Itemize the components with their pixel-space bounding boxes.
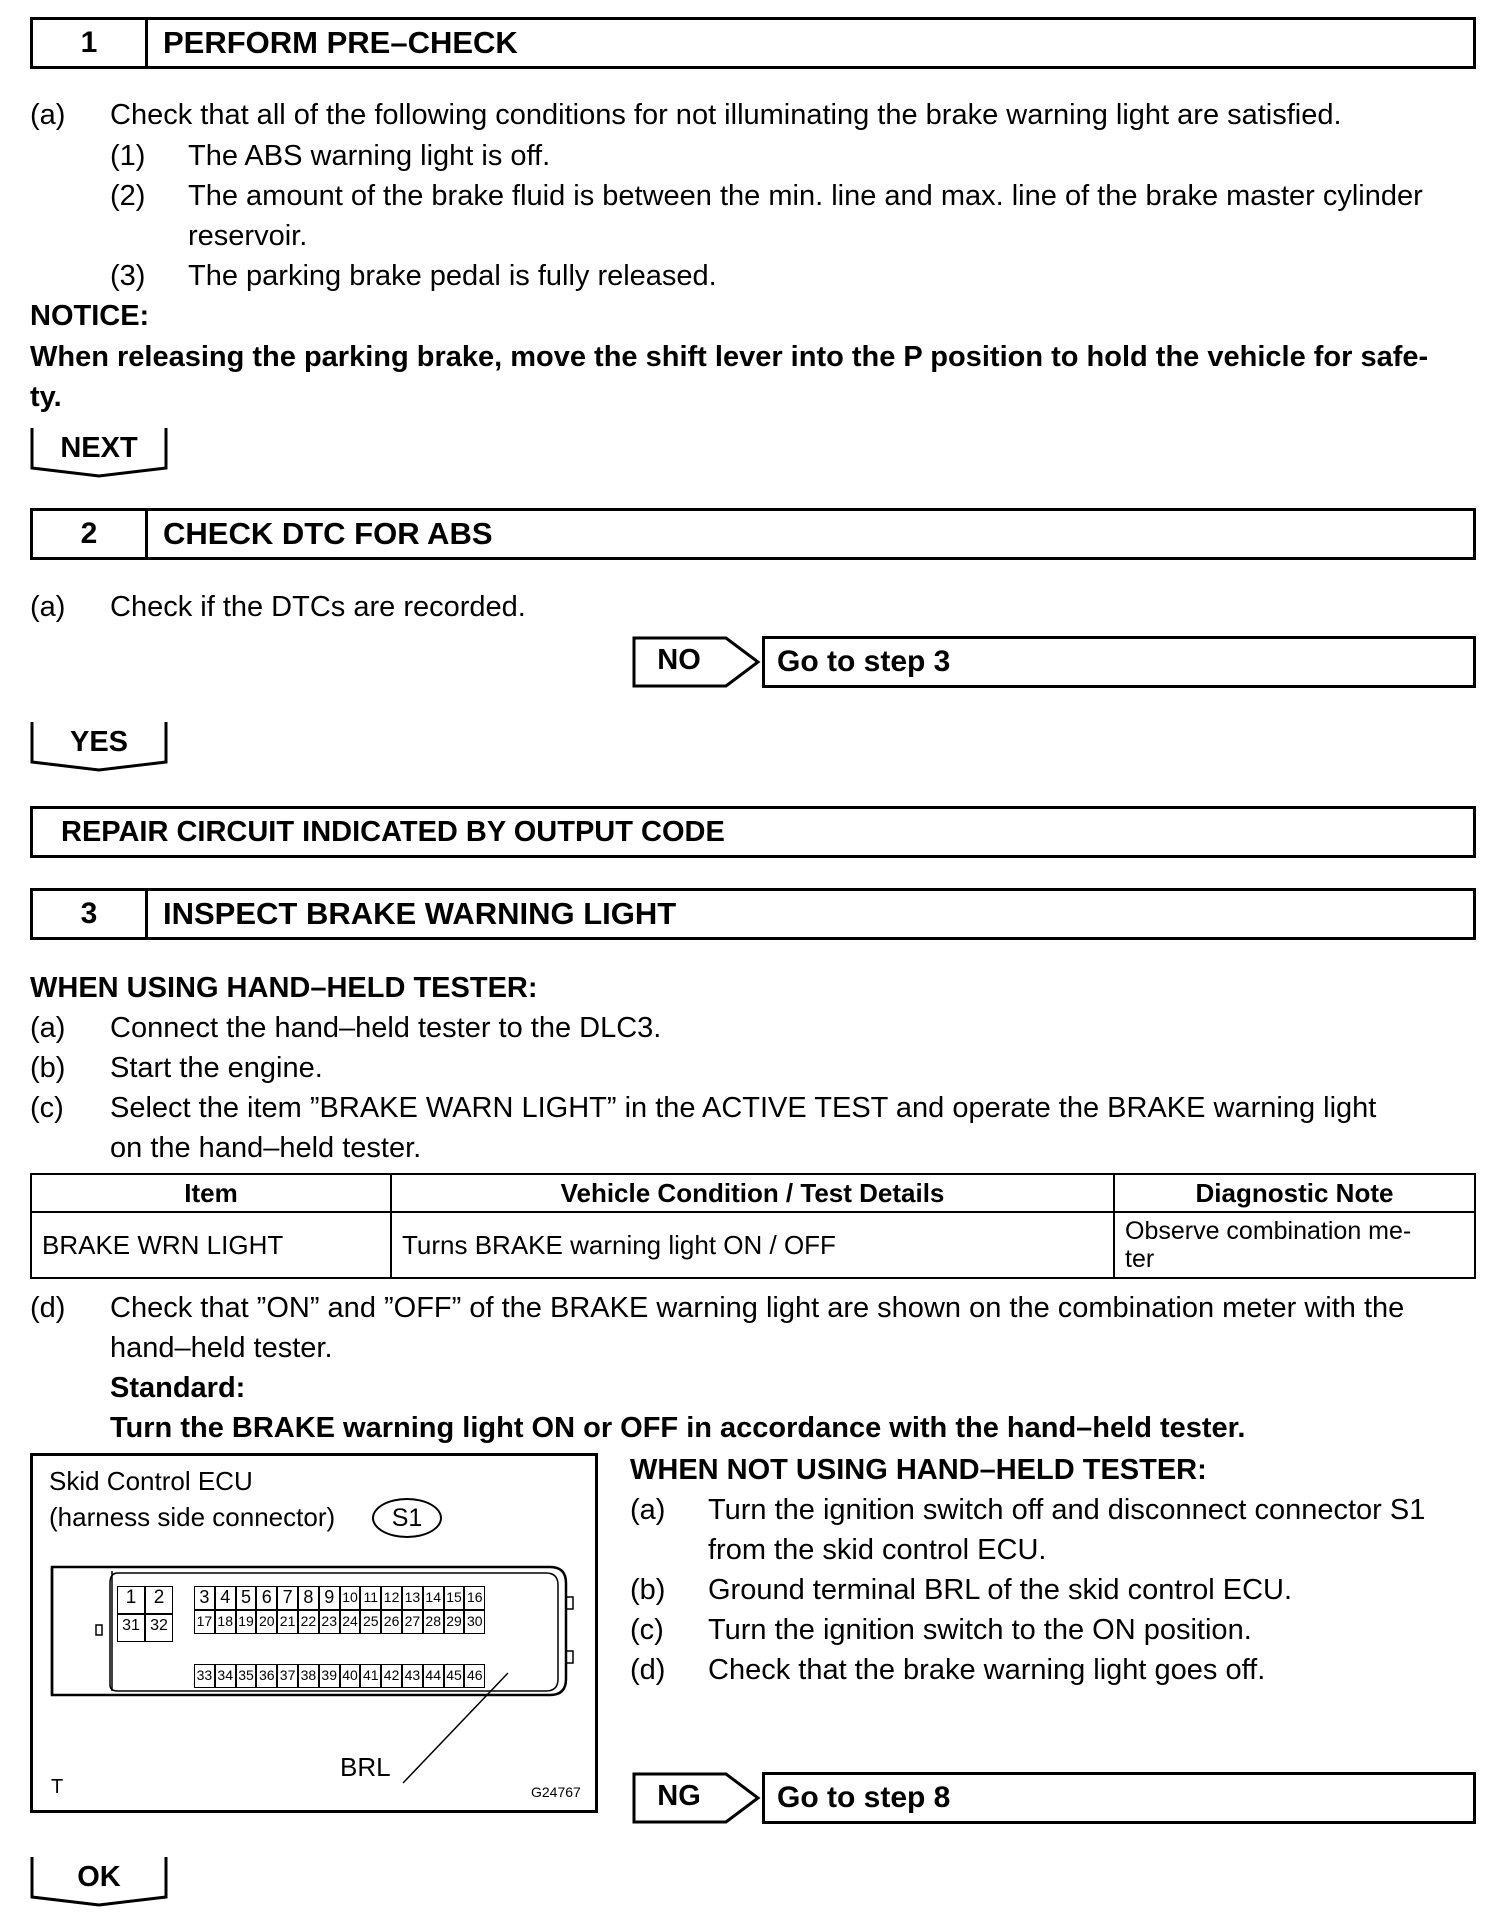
- tag-label: YES: [69, 726, 129, 758]
- figure-title: Skid Control ECU: [49, 1466, 253, 1496]
- pin-44: 44: [423, 1664, 444, 1688]
- pin-35: 35: [236, 1664, 257, 1688]
- pin-16: 16: [464, 1586, 485, 1610]
- pin-23: 23: [319, 1610, 340, 1634]
- pin-32: 32: [145, 1614, 173, 1642]
- item-label: (b): [630, 1574, 666, 1606]
- table-cell-line: Observe combination me-: [1125, 1217, 1412, 1245]
- pin-41: 41: [360, 1664, 381, 1688]
- pin-14: 14: [423, 1586, 444, 1610]
- pin-20: 20: [256, 1610, 277, 1634]
- instruction-text-cont: hand–held tester.: [110, 1332, 333, 1364]
- instruction-text: Check if the DTCs are recorded.: [110, 591, 526, 623]
- pin-37: 37: [277, 1664, 298, 1688]
- connector-figure: [30, 1453, 598, 1813]
- instruction-text: The amount of the brake fluid is between the min. line and max. line of the brake master cylinder: [188, 180, 1423, 212]
- table-header: Vehicle Condition / Test Details: [391, 1174, 1114, 1212]
- pin-27: 27: [402, 1610, 423, 1634]
- pin-25: 25: [360, 1610, 381, 1634]
- pin-1: 1: [117, 1586, 145, 1614]
- pin-33: 33: [194, 1664, 215, 1688]
- pin-10: 10: [340, 1586, 361, 1610]
- next-tag: [30, 426, 168, 478]
- instruction-text: Start the engine.: [110, 1052, 323, 1084]
- item-label: (b): [30, 1052, 66, 1084]
- pin-31: 31: [117, 1614, 145, 1642]
- pin-11: 11: [360, 1586, 381, 1610]
- table-header-row: [31, 1174, 1475, 1212]
- pin-28: 28: [423, 1610, 444, 1634]
- tester-heading: WHEN USING HAND–HELD TESTER:: [30, 972, 538, 1004]
- table-cell: [1114, 1212, 1475, 1278]
- pin-21: 21: [277, 1610, 298, 1634]
- branch-label: NG: [657, 1780, 701, 1812]
- pin-17: 17: [194, 1610, 215, 1634]
- instruction-text: Turn the ignition switch off and disconnect connector S1: [708, 1494, 1426, 1526]
- instruction-text: Check that ”ON” and ”OFF” of the BRAKE warning light are shown on the combination meter with the: [110, 1292, 1405, 1324]
- step-number: 1: [33, 20, 148, 66]
- pin-29: 29: [444, 1610, 465, 1634]
- step-title: CHECK DTC FOR ABS: [163, 516, 493, 551]
- ok-tag: [30, 1855, 168, 1907]
- repair-box: REPAIR CIRCUIT INDICATED BY OUTPUT CODE: [30, 806, 1476, 858]
- item-label: (a): [30, 591, 66, 623]
- item-label: (a): [30, 99, 66, 131]
- pin-34: 34: [215, 1664, 236, 1688]
- instruction-text-cont: reservoir.: [188, 220, 308, 252]
- branch-label: NO: [657, 644, 701, 676]
- yes-tag: [30, 720, 168, 772]
- connector-id-badge: S1: [372, 1498, 442, 1538]
- no-branch-tag: [632, 636, 762, 688]
- pin-5: 5: [236, 1586, 257, 1610]
- pin-26: 26: [381, 1610, 402, 1634]
- standard-label: Standard:: [110, 1372, 246, 1404]
- pin-36: 36: [256, 1664, 277, 1688]
- item-label: (2): [110, 180, 146, 212]
- step-2-header: [30, 508, 1476, 560]
- item-label: (1): [110, 140, 146, 172]
- tag-label: NEXT: [60, 432, 138, 464]
- item-label: (a): [630, 1494, 666, 1526]
- item-label: (c): [630, 1614, 664, 1646]
- pin-22: 22: [298, 1610, 319, 1634]
- instruction-text-cont: on the hand–held tester.: [110, 1132, 422, 1164]
- table-cell: BRAKE WRN LIGHT: [31, 1212, 391, 1278]
- pin-9: 9: [319, 1586, 340, 1610]
- step-title: PERFORM PRE–CHECK: [163, 25, 518, 60]
- no-tester-heading: WHEN NOT USING HAND–HELD TESTER:: [630, 1454, 1207, 1486]
- item-label: (d): [630, 1654, 666, 1686]
- instruction-text: Check that all of the following conditions for not illuminating the brake warning light are satisfied.: [110, 99, 1342, 131]
- notice-text: When releasing the parking brake, move the shift lever into the P position to hold the vehicle for safe-: [30, 341, 1429, 373]
- item-label: (3): [110, 260, 146, 292]
- table-cell-line: ter: [1125, 1245, 1155, 1273]
- instruction-text-cont: from the skid control ECU.: [708, 1534, 1047, 1566]
- item-label: (c): [30, 1092, 64, 1124]
- instruction-text: The ABS warning light is off.: [188, 140, 551, 172]
- standard-text: Turn the BRAKE warning light ON or OFF in accordance with the hand–held tester.: [110, 1412, 1246, 1444]
- pin-42: 42: [381, 1664, 402, 1688]
- pin-45: 45: [444, 1664, 465, 1688]
- item-label: (d): [30, 1292, 66, 1324]
- instruction-text: Ground terminal BRL of the skid control ECU.: [708, 1574, 1293, 1606]
- table-cell: Turns BRAKE warning light ON / OFF: [391, 1212, 1114, 1278]
- instruction-text: Turn the ignition switch to the ON position.: [708, 1614, 1252, 1646]
- pin-19: 19: [236, 1610, 257, 1634]
- ng-branch-tag: [632, 1772, 762, 1824]
- item-label: (a): [30, 1012, 66, 1044]
- pin-43: 43: [402, 1664, 423, 1688]
- notice-text-cont: ty.: [30, 381, 62, 413]
- pin-7: 7: [277, 1586, 298, 1610]
- pin-24: 24: [340, 1610, 361, 1634]
- instruction-text: The parking brake pedal is fully released.: [188, 260, 717, 292]
- pin-15: 15: [444, 1586, 465, 1610]
- table-row: [31, 1212, 1475, 1278]
- instruction-text: Check that the brake warning light goes off.: [708, 1654, 1266, 1686]
- step-number: 2: [33, 511, 148, 557]
- pin-8: 8: [298, 1586, 319, 1610]
- pin-6: 6: [256, 1586, 277, 1610]
- pin-40: 40: [340, 1664, 361, 1688]
- pin-13: 13: [402, 1586, 423, 1610]
- ng-result-box: Go to step 8: [762, 1772, 1476, 1824]
- pin-12: 12: [381, 1586, 402, 1610]
- corner-mark: T: [51, 1776, 64, 1798]
- pin-30: 30: [464, 1610, 485, 1634]
- step-number: 3: [33, 891, 148, 937]
- notice-label: NOTICE:: [30, 300, 150, 332]
- pin-4: 4: [215, 1586, 236, 1610]
- instruction-text: Select the item ”BRAKE WARN LIGHT” in the ACTIVE TEST and operate the BRAKE warning light: [110, 1092, 1377, 1124]
- brl-label: BRL: [340, 1752, 391, 1782]
- instruction-text: Connect the hand–held tester to the DLC3.: [110, 1012, 662, 1044]
- step-1-header: [30, 17, 1476, 69]
- pin-38: 38: [298, 1664, 319, 1688]
- no-result-box: Go to step 3: [762, 636, 1476, 688]
- table-header: Diagnostic Note: [1114, 1174, 1475, 1212]
- pin-39: 39: [319, 1664, 340, 1688]
- step-3-header: [30, 888, 1476, 940]
- pin-2: 2: [145, 1586, 173, 1614]
- table-header: Item: [31, 1174, 391, 1212]
- figure-subtitle: (harness side connector): [49, 1502, 336, 1532]
- step-title: INSPECT BRAKE WARNING LIGHT: [163, 896, 677, 931]
- pin-46: 46: [464, 1664, 485, 1688]
- tag-label: OK: [77, 1861, 121, 1893]
- active-test-table: [30, 1173, 1476, 1279]
- figure-code: G24767: [531, 1784, 581, 1800]
- pin-3: 3: [194, 1586, 215, 1610]
- pin-18: 18: [215, 1610, 236, 1634]
